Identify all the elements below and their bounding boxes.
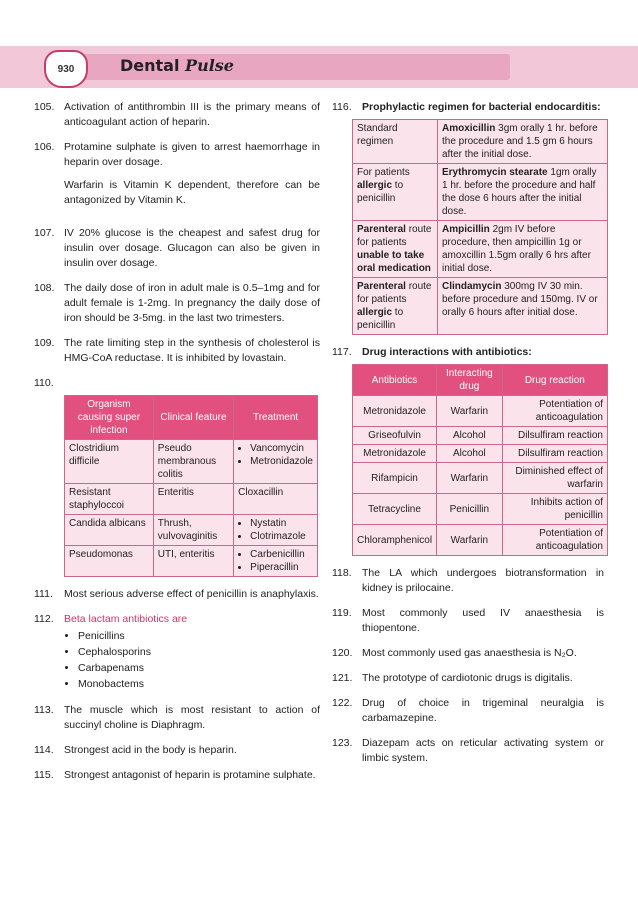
- table-row: Metronidazole Alcohol Dilsulfiram reaction: [353, 445, 608, 463]
- tooth-icon: [44, 50, 88, 88]
- item-108: 108. The daily dose of iron in adult male is 0.5–1mg and for adult female is 1-2mg. In pregnancy the daily dose of iron should be 3-5mg. in the last two trimesters.: [34, 282, 320, 324]
- list-item: • Penicillins: [78, 629, 320, 644]
- beta-lactam-list: [64, 629, 320, 692]
- table-row: Resistant staphyloccoi Enteritis Cloxacillin: [65, 484, 318, 515]
- left-column: [34, 100, 320, 793]
- item-105: 105. Activation of antithrombin III is the primary means of anticoagulant action of heparin.: [34, 101, 320, 128]
- table-row: Chloramphenicol Warfarin Potentiation of anticoagulation: [353, 525, 608, 556]
- table-row: Standard regimen Amoxicillin 3gm orally 1 hr. before the procedure and 1.5 gm 6 hours after the initial dose.: [353, 120, 608, 164]
- list-item: • Carbapenams: [78, 661, 320, 676]
- item-112: 112. Beta lactam antibiotics are • Penicillins • Cephalosporins • Carbapenams • Monobactems: [34, 612, 320, 693]
- table-row: For patients allergic to penicillin Erythromycin stearate 1gm orally 1 hr. before the procedure and half the dose 6 hours after the initial dose.: [353, 164, 608, 221]
- item-111: 111. Most serious adverse effect of penicillin is anaphylaxis.: [34, 588, 319, 600]
- item-114: 114. Strongest acid in the body is heparin.: [34, 744, 237, 756]
- header-bar: [50, 54, 510, 80]
- item-119: 119. Most commonly used IV anaesthesia is thiopentone.: [332, 607, 604, 634]
- item-110: 110.: [34, 377, 54, 389]
- table-row: Rifampicin Warfarin Diminished effect of warfarin: [353, 463, 608, 494]
- right-column: [332, 100, 604, 776]
- item-121: 121. The prototype of cardiotonic drugs is digitalis.: [332, 672, 573, 684]
- table-row: Parenteral route for patients unable to take oral medication Ampicillin 2gm IV before procedure, then ampicillin 1g or amoxcillin 1.5gm orally 6 hrs after initial dose.: [353, 221, 608, 278]
- item-117: 117. Drug interactions with antibiotics:: [332, 346, 532, 358]
- item-118: 118. The LA which undergoes biotransformation in kidney is prilocaine.: [332, 567, 604, 594]
- item-120: 120. Most commonly used gas anaesthesia is N₂O.: [332, 647, 577, 659]
- item-116: 116. Prophylactic regimen for bacterial endocarditis:: [332, 101, 601, 113]
- item-115: 115. Strongest antagonist of heparin is protamine sulphate.: [34, 769, 316, 781]
- item-113: 113. The muscle which is most resistant to action of succinyl choline is Diaphragm.: [34, 704, 320, 731]
- list-item: • Monobactems: [78, 677, 320, 692]
- table-row: Tetracycline Penicillin Inhibits action of penicillin: [353, 494, 608, 525]
- table-row: Clostridium difficile Pseudo membranous colitis • Vancomycin • Metronidazole: [65, 440, 318, 484]
- table-row: Parenteral route for patients allergic to penicillin Clindamycin 300mg IV 30 min. before procedure and 150mg. IV or orally 6 hours after initial dose.: [353, 278, 608, 335]
- endocarditis-table: [352, 119, 608, 335]
- item-106: 106. Protamine sulphate is given to arrest haemorrhage in heparin over dosage. Warfarin is Vitamin K dependent, therefore can be antagonized by Vitamin K.: [34, 141, 320, 206]
- item-123: 123. Diazepam acts on reticular activating system or limbic system.: [332, 737, 604, 764]
- brand-title: Dental Pulse: [120, 56, 234, 75]
- table-row: Metronidazole Warfarin Potentiation of anticoagulation: [353, 396, 608, 427]
- table-row: Candida albicans Thrush, vulvovaginitis • Nystatin • Clotrimazole: [65, 515, 318, 546]
- table-row: Pseudomonas UTI, enteritis • Carbenicillin • Piperacillin: [65, 546, 318, 577]
- item-122: 122. Drug of choice in trigeminal neuralgia is carbamazepine.: [332, 697, 604, 724]
- drug-interaction-table: Antibiotics Interacting drug Drug reaction Metronidazole Warfarin Potentiation of anticoagulation Griseofulvin Alcohol Dilsulfiram reaction Metronidazole Alcohol Dilsulfiram reaction Rifampicin Warfarin Diminished effect of warfarin Tetracycline Penicillin Inhibits action of penicillin Chloramphenicol Warfarin Potentiation of anticoagulation: [352, 364, 608, 556]
- list-item: • Cephalosporins: [78, 645, 320, 660]
- table-row: Griseofulvin Alcohol Dilsulfiram reaction: [353, 427, 608, 445]
- item-109: 109. The rate limiting step in the synthesis of cholesterol is HMG-CoA reductase. It is inhibited by lovastain.: [34, 337, 320, 364]
- item-107: 107. IV 20% glucose is the cheapest and safest drug for insulin over dosage. Glucagon can also be given in insulin over dosage.: [34, 227, 320, 269]
- page-number: 930: [57, 63, 75, 75]
- superinfection-table: Organism causing super infection Clinical feature Treatment Clostridium difficile Pseudo membranous colitis • Vancomycin • Metronidazole Resistant staphyloccoi Enteritis Cloxacillin Candida albicans Thrush, vulvovaginitis • Nystatin • Clotrimazole Pseudomonas UTI, enteritis • Carbenicillin • Piperacillin: [64, 395, 318, 577]
